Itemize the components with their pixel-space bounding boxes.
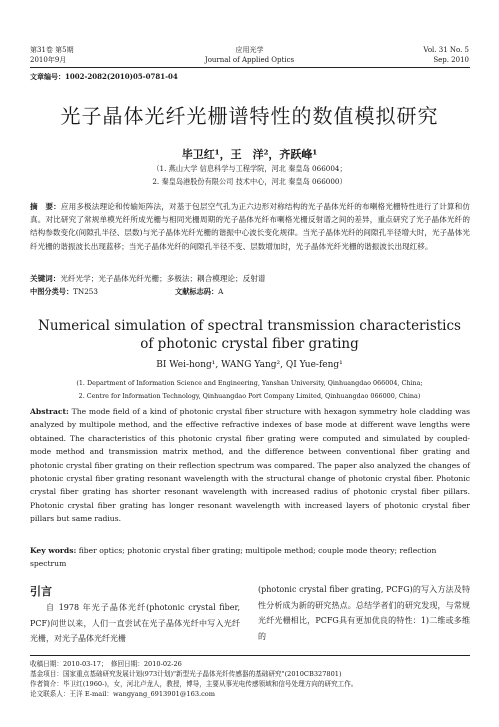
keywords-en-text: fiber optics; photonic crystal fiber grating; multipole method; couple mode theory; reflection spectrum [30, 546, 437, 569]
authors-en: BI Wei-hong¹, WANG Yang², QI Yue-feng¹ [156, 360, 343, 370]
abstract-en-label: Abstract: [30, 407, 69, 416]
intro-heading: 引言 [30, 585, 52, 598]
affiliation-en-2: 2. Centre for Information Technology, Qinhuangdao Port Company Limited, Qinhuangdao 066000, China) [78, 392, 421, 400]
intro-left-column: 自 1978 年光子晶体光纤(photonic crystal fiber, PCF)问世以来，人们一直尝试在光子晶体光纤中写入光纤光栅，对光子晶体光纤光栅 [30, 603, 240, 643]
issue-date: 2010年9月 [30, 56, 67, 64]
article-number: 文章编号：1002-2082(2010)05-0781-04 [30, 72, 178, 81]
intro-right-column: (photonic crystal fiber grating, PCFG)的写入方法及特性分析成为新的研究热点。总结学者们的研究发现，与常规光纤光栅相比，PCFG具有更加优良的特性：1)二维或多维的 [258, 585, 470, 641]
volume-issue: 第31卷 第5期 [30, 46, 74, 54]
title-en-line-1: Numerical simulation of spectral transmission characteristics [38, 318, 461, 334]
header-rule [30, 67, 470, 68]
clc-value: TN253 [73, 287, 98, 296]
authors-cn: 毕卫红¹，王 洋²，齐跃峰¹ [181, 148, 318, 161]
doc-code-value: A [218, 287, 224, 296]
footnote-author: 作者简介：毕卫红(1960-)，女，河北卢龙人，教授，博导，主要从事光电传感领域和信号处理方向的研究工作。 [30, 680, 358, 688]
keywords-cn [30, 273, 265, 284]
date-en: Sep. 2010 [433, 56, 469, 64]
volume-en: Vol. 31 No. 5 [423, 46, 469, 54]
keywords-cn-label: 关键词： [30, 274, 61, 283]
footnote-rule [30, 655, 470, 656]
clc-number [30, 287, 98, 297]
footnote-contact: 论文联系人：王洋 E-mail：wangyang_6913901@163.com [30, 690, 216, 698]
clc-label: 中图分类号： [30, 287, 74, 296]
document-code [175, 287, 223, 297]
title-en-line-2: of photonic crystal fiber grating [140, 336, 359, 352]
title-cn: 光子晶体光纤光栅谱特性的数值模拟研究 [60, 104, 439, 128]
footnote-fund: 基金项目：国家重点基础研究发展计划(973计划)"新型光子晶体光纤传感器的基础研究"(2010CB327801) [30, 670, 342, 678]
keywords-en-label: Key words: [30, 546, 77, 555]
abstract-cn-text: 应用多极法理论和传输矩阵法，对基于包层空气孔为正六边形对称结构的光子晶体光纤的布喇格光栅特性进行了计算和仿真。对比研究了常规单模光纤所成光栅与相同光栅周期的光子晶体光纤布喇格光栅反射谱之间的差异，重点研究了光子晶体光纤的结构参数变化(间隙孔半径、层数)与光子晶体光纤光栅的谐振中心波长变化规律。当光子晶体光纤的间隙孔半径增大时，光子晶体光纤光栅的谐振波长出现蓝移；当光子晶体光纤的间隙孔半径不变、层数增加时，光子晶体光纤光栅的谐振波长出现红移。 [30, 202, 470, 251]
doc-code-label: 文献标志码： [175, 287, 219, 296]
abstract-en-text: The mode field of a kind of photonic crystal fiber structure with hexagon symmetry hole cladding was analyzed by multipole method, and the effective refractive indexes of base mode at different wave lengths were obtained. The characteristics of this photonic crystal fiber grating were computed and simulated by coupled-mode method and transmission matrix method, and the difference between conventional fiber grating and photonic crystal fiber grating on their reflection spectrum was compared. The paper also analyzed the changes of photonic crystal fiber grating resonant wavelength with the structural change of photonic crystal fiber. Photonic crystal fiber grating has shorter resonant wavelength with increased radius of photonic crystal fiber pillars. Photonic crystal fiber grating has longer resonant wavelength with increased layers of photonic crystal fiber pillars but same radius. [30, 407, 471, 524]
keywords-cn-text: 光纤光学；光子晶体光纤光栅；多极法；耦合模理论；反射谱 [60, 274, 266, 283]
affiliation-cn-2: 2. 秦皇岛港股份有限公司 技术中心，河北 秦皇岛 066000） [152, 177, 347, 186]
abstract-en [30, 405, 470, 526]
affiliation-en-1: (1. Department of Information Science and Engineering, Yanshan University, Qinhuangdao 066004, China; [76, 379, 423, 387]
journal-name-en: Journal of Applied Optics [204, 56, 295, 64]
footnote-received: 收稿日期：2010-03-17； 修回日期：2010-02-26 [30, 660, 182, 668]
abstract-cn [30, 200, 470, 253]
affiliation-cn-1: （1. 燕山大学 信息科学与工程学院，河北 秦皇岛 066004； [152, 164, 347, 173]
abstract-cn-label: 摘 要： [30, 202, 61, 211]
keywords-en [30, 544, 470, 571]
journal-name-cn: 应用光学 [235, 46, 264, 54]
